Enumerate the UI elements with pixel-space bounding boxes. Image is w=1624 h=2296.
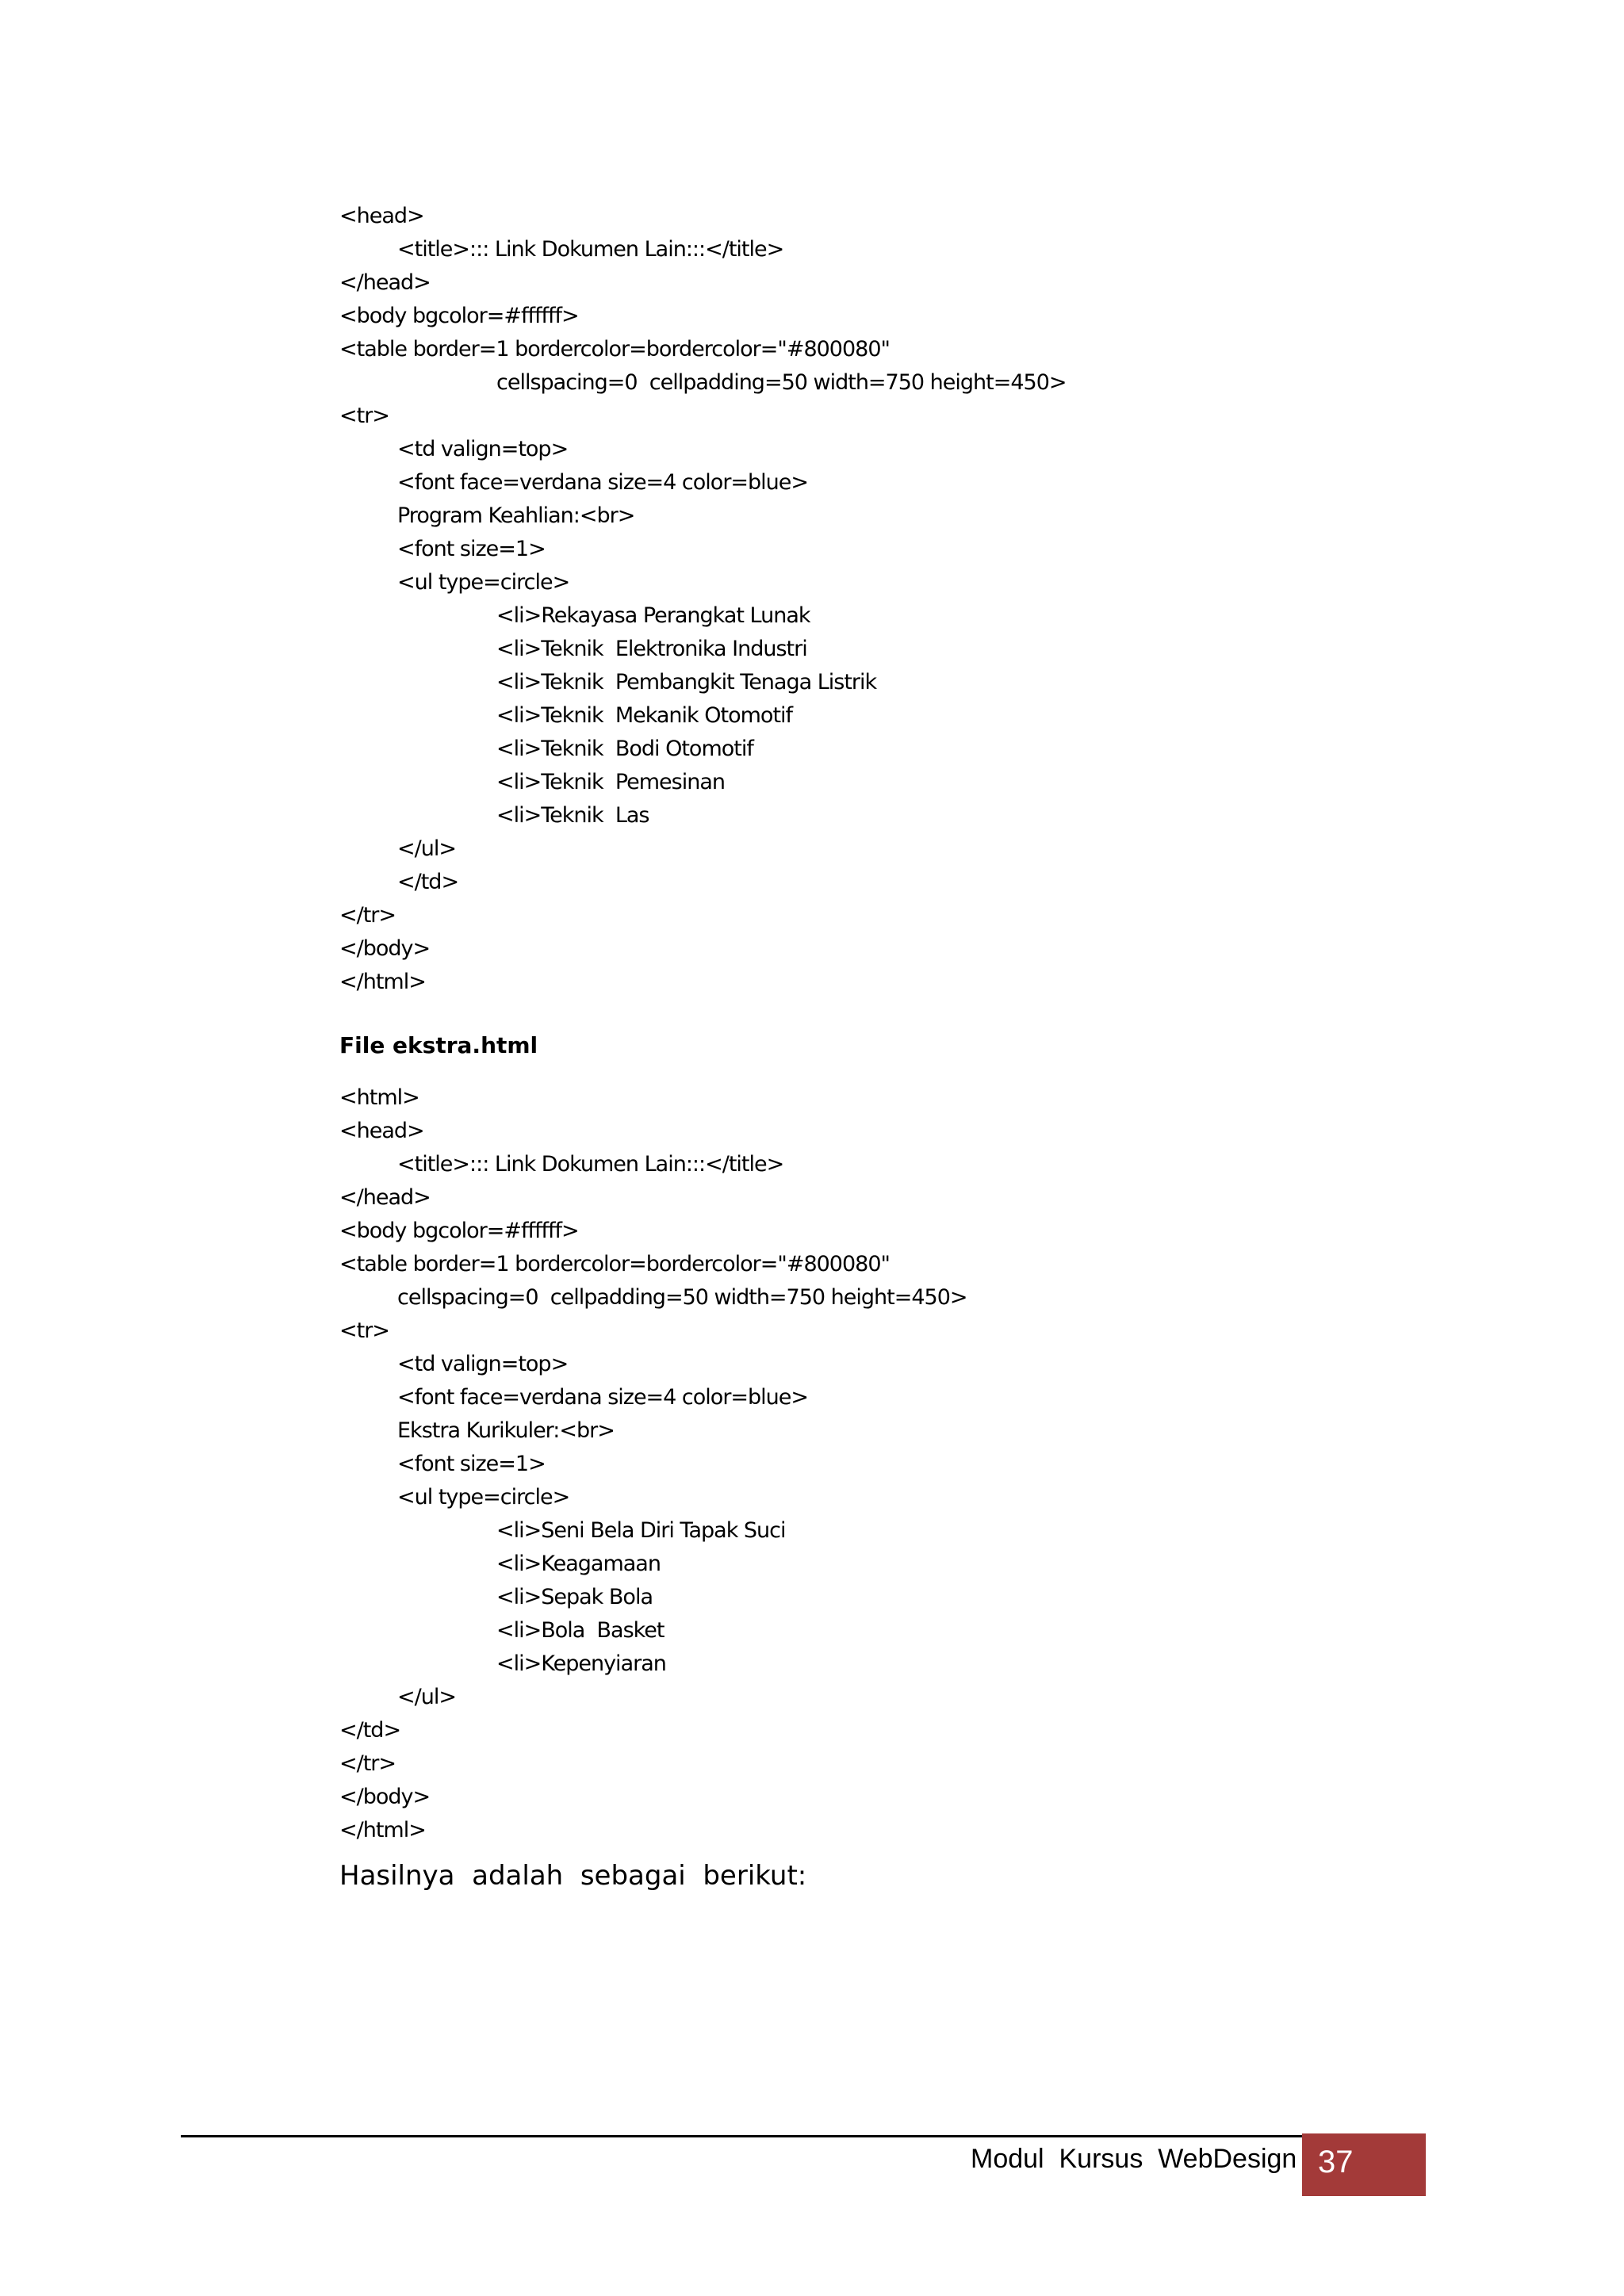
code-line: <title>::: Link Dokumen Lain:::</title> [397,1152,784,1177]
code-line: <body bgcolor=#ffffff> [339,1219,579,1243]
code-line: <tr> [339,1318,389,1343]
code-line: </head> [339,270,431,295]
code-line: </head> [339,1185,431,1210]
code-line: <head> [339,1119,424,1143]
code-line: </td> [339,1718,401,1743]
code-line: <html> [339,1085,419,1110]
code-line: <td valign=top> [397,437,569,461]
page-number-box [1302,2133,1426,2196]
code-line: <td valign=top> [397,1352,569,1376]
code-line: </tr> [339,903,396,928]
code-line: <li>Bola Basket [496,1618,665,1643]
page-number: 37 [1318,2145,1354,2179]
code-line: </body> [339,936,431,961]
footer-divider [181,2135,1302,2137]
code-line: <head> [339,204,424,228]
code-line: <tr> [339,404,389,428]
code-line: <li>Kepenyiaran [496,1651,666,1676]
code-line: </tr> [339,1751,396,1776]
code-line: <body bgcolor=#ffffff> [339,304,579,328]
code-line: </html> [339,1818,426,1843]
code-line: <font face=verdana size=4 color=blue> [397,1385,809,1410]
code-line: <li>Teknik Las [496,803,649,828]
code-line: </body> [339,1785,431,1809]
code-line: </ul> [397,836,456,861]
code-line: </td> [397,870,459,894]
code-line: Ekstra Kurikuler:<br> [397,1418,615,1443]
footer-title: Modul Kursus WebDesign [971,2144,1297,2174]
code-line: </ul> [397,1685,456,1709]
code-line: <ul type=circle> [397,1485,570,1510]
code-line: cellspacing=0 cellpadding=50 width=750 height=450> [496,370,1067,395]
code-line: <ul type=circle> [397,570,570,595]
result-intro-text: Hasilnya adalah sebagai berikut: [339,1860,807,1892]
code-line: <li>Keagamaan [496,1552,661,1576]
code-line: <font size=1> [397,537,546,561]
code-line: <font size=1> [397,1452,546,1476]
code-line: cellspacing=0 cellpadding=50 width=750 height=450> [397,1285,967,1310]
code-line: <table border=1 bordercolor=bordercolor="#800080" [339,1252,890,1276]
file-label: File ekstra.html [339,1032,538,1058]
code-line: <li>Sepak Bola [496,1585,653,1609]
code-line: <li>Teknik Bodi Otomotif [496,737,753,761]
code-line: <font face=verdana size=4 color=blue> [397,470,809,495]
code-line: Program Keahlian:<br> [397,503,635,528]
code-line: </html> [339,970,426,994]
code-line: <li>Teknik Elektronika Industri [496,637,807,661]
code-line: <li>Teknik Mekanik Otomotif [496,703,793,728]
code-line: <li>Seni Bela Diri Tapak Suci [496,1518,786,1543]
code-line: <title>::: Link Dokumen Lain:::</title> [397,237,784,262]
code-line: <li>Rekayasa Perangkat Lunak [496,603,810,628]
code-line: <li>Teknik Pemesinan [496,770,725,794]
code-line: <table border=1 bordercolor=bordercolor="#800080" [339,337,890,362]
code-line: <li>Teknik Pembangkit Tenaga Listrik [496,670,877,695]
